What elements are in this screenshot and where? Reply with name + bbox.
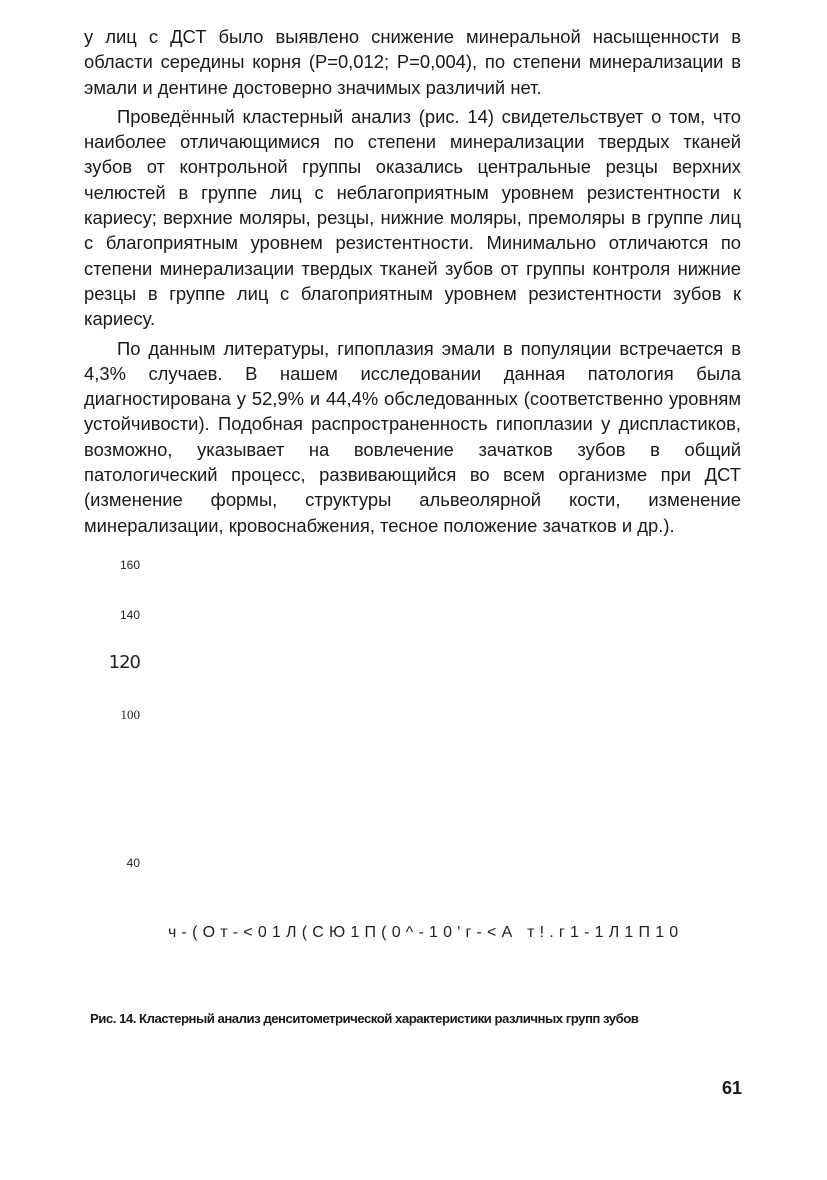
paragraph-1: у лиц с ДСТ было выявлено снижение минеральной насыщенности в области середины корня (Р=0,012; Р=0,004), по степени минерализации в эмали и дентине достоверно значимых различий нет. bbox=[84, 26, 741, 98]
y-tick-label: 40 bbox=[126, 856, 140, 870]
dendrogram-figure bbox=[0, 540, 827, 960]
page-number: 61 bbox=[721, 1078, 742, 1098]
figure-caption: Рис. 14. Кластерный анализ денситометрической характеристики различных групп зубов bbox=[90, 1011, 639, 1026]
paragraph-2: Проведённый кластерный анализ (рис. 14) свидетельствует о том, что наиболее отличающимися по степени минерализации твердых тканей зубов от контрольной группы оказались центральные резцы верхних челюстей в группе лиц с неблагоприятным уровнем резистентности к кариесу; верхние моляры, резцы, нижние моляры, премоляры в группе лиц с благоприятным уровнем резистентности. Минимально отличаются по степени минерализации твердых тканей зубов от группы контроля нижние резцы в группе лиц с благоприятным уровнем резистентности зубов к кариесу. bbox=[84, 105, 741, 330]
y-tick-label: 140 bbox=[119, 608, 140, 622]
y-tick-label: 160 bbox=[119, 558, 140, 572]
x-axis-labels: ч-(От-<01Л(СЮ1П(0^-10'г-<А т!.г1-1Л1П10 bbox=[168, 924, 684, 941]
y-tick-label: 100 bbox=[120, 707, 140, 722]
y-tick-label: 120 bbox=[108, 652, 140, 673]
paragraph-3: По данным литературы, гипоплазия эмали в популяции встречается в 4,3% случаев. В нашем исследовании данная патология была диагностирована у 52,9% и 44,4% обследованных (соответственно уровням устойчивости). Подобная распространенность гипоплазии у диспластиков, возможно, указывает на вовлечение зачатков зубов в общий патологический процесс, развивающийся во всем организме при ДСТ (изменение формы, структуры альвеолярной кости, изменение минерализации, кровоснабжения, тесное положение зачатков и др.). bbox=[84, 337, 741, 536]
body-text bbox=[84, 24, 741, 542]
